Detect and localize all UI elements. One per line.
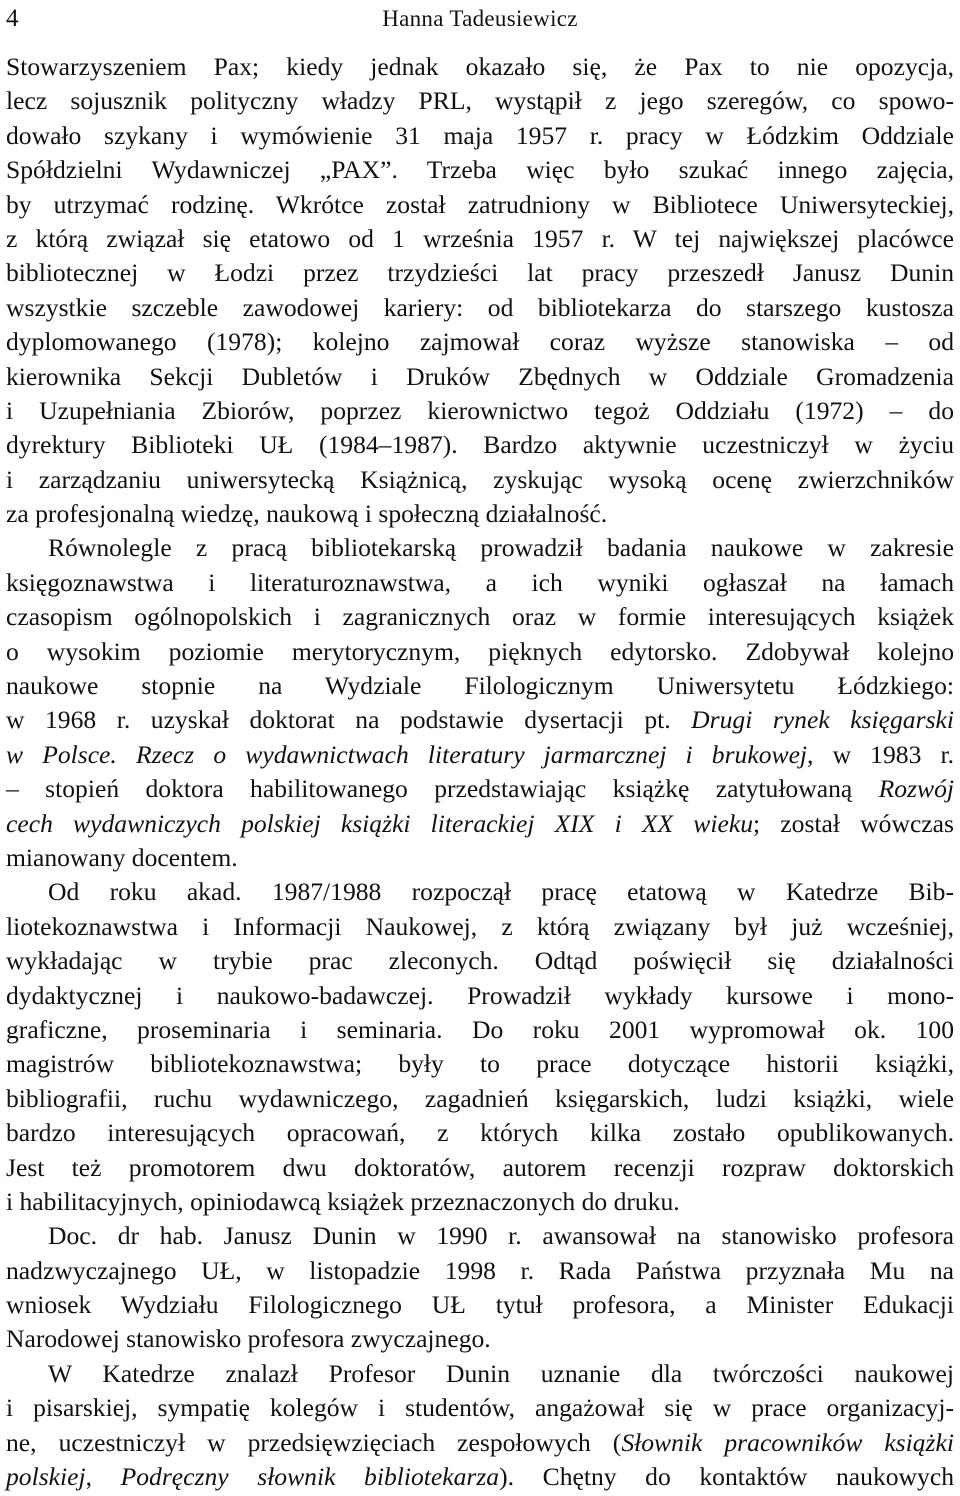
book-title: Słownik pracowników książki xyxy=(621,1427,954,1457)
text-line xyxy=(6,703,954,737)
text-line xyxy=(6,1460,954,1494)
text-line: bardzo interesujących opracowań, z których kilka zostało opublikowanych. xyxy=(6,1118,954,1148)
text-line xyxy=(6,738,954,772)
text-run: , w 1983 r. xyxy=(807,739,954,769)
text-line xyxy=(6,807,954,841)
book-title: Rozwój xyxy=(878,774,954,804)
book-title: Podręczny słownik bibliotekarza xyxy=(120,1462,500,1492)
text-line: z którą związał się etatowo od 1 września 1957 r. W tej największej placówce xyxy=(6,223,954,253)
text-line: W Katedrze znalazł Profesor Dunin uznanie dla twórczości naukowej xyxy=(48,1358,954,1388)
text-line: dyplomowanego (1978); kolejno zajmował coraz wyższe stanowiska – od xyxy=(6,327,954,357)
text-line: Doc. dr hab. Janusz Dunin w 1990 r. awansował na stanowisko profesora xyxy=(48,1221,954,1251)
text-run: w 1968 r. uzyskał doktorat na podstawie dysertacji pt. xyxy=(6,705,692,735)
text-line: bibliografii, ruchu wydawniczego, zagadnień księgarskich, ludzi książki, wiele xyxy=(6,1083,954,1113)
text-line: i zarządzaniu uniwersytecką Książnicą, zyskując wysoką ocenę zwierzchników xyxy=(6,464,954,494)
text-line: Od roku akad. 1987/1988 rozpoczął pracę etatową w Katedrze Bib- xyxy=(48,877,954,907)
text-line: lecz sojusznik polityczny władzy PRL, wystąpił z jego szeregów, co spowo- xyxy=(6,86,954,116)
text-run: , xyxy=(85,1462,121,1492)
book-title: w Polsce. Rzecz o wydawnictwach literatury jarmarcznej i brukowej xyxy=(6,739,808,769)
page-header xyxy=(6,2,954,36)
text-line: i habilitacyjnych, opiniodawcą książek przeznaczonych do druku. xyxy=(6,1186,680,1216)
text-line: liotekoznawstwa i Informacji Naukowej, z którą związany był już wcześniej, xyxy=(6,911,954,941)
book-title: polskiej xyxy=(6,1462,86,1492)
text-line: wniosek Wydziału Filologicznego UŁ tytuł profesora, a Minister Edukacji xyxy=(6,1290,954,1320)
text-line: wykładając w trybie prac zleconych. Odtąd poświęcił się działalności xyxy=(6,946,954,976)
body-text xyxy=(6,50,954,1494)
text-line: księgoznawstwa i literaturoznawstwa, a ich wyniki ogłaszał na łamach xyxy=(6,567,954,597)
text-line xyxy=(6,772,954,806)
text-line: za profesjonalną wiedzę, naukową i społeczną działalność. xyxy=(6,499,608,529)
text-run: ). Chętny do kontaktów naukowych xyxy=(499,1462,954,1492)
text-line: mianowany docentem. xyxy=(6,842,238,872)
text-run: ; został wówczas xyxy=(753,808,954,838)
text-line: dowało szykany i wymówienie 31 maja 1957 r. pracy w Łódzkim Oddziale xyxy=(6,120,954,150)
text-line: dyrektury Biblioteki UŁ (1984–1987). Bardzo aktywnie uczestniczył w życiu xyxy=(6,430,954,460)
text-run: ne, uczestniczył w przedsięwzięciach zespołowych ( xyxy=(6,1427,622,1457)
text-line: Spółdzielni Wydawniczej „PAX”. Trzeba więc było szukać innego zajęcia, xyxy=(6,155,954,185)
text-line: graficzne, proseminaria i seminaria. Do roku 2001 wypromował ok. 100 xyxy=(6,1014,954,1044)
text-line: i Uzupełniania Zbiorów, poprzez kierownictwo tegoż Oddziału (1972) – do xyxy=(6,395,954,425)
text-line: o wysokim poziomie merytorycznym, pięknych edytorsko. Zdobywał kolejno xyxy=(6,636,954,666)
text-line xyxy=(6,1426,954,1460)
text-line: bibliotecznej w Łodzi przez trzydzieści lat pracy przeszedł Janusz Dunin xyxy=(6,258,954,288)
text-line: naukowe stopnie na Wydziale Filologicznym Uniwersytetu Łódzkiego: xyxy=(6,671,954,701)
text-line: nadzwyczajnego UŁ, w listopadzie 1998 r. Rada Państwa przyznała Mu na xyxy=(6,1255,954,1285)
running-head-author: Hanna Tadeusiewicz xyxy=(382,6,578,31)
text-line: i pisarskiej, sympatię kolegów i studentów, angażował się w prace organizacyj- xyxy=(6,1393,954,1423)
text-line: by utrzymać rodzinę. Wkrótce został zatrudniony w Bibliotece Uniwersyteckiej, xyxy=(6,189,954,219)
book-title: cech wydawniczych polskiej książki literackiej XIX i XX wieku xyxy=(6,808,754,838)
text-line: kierownika Sekcji Dubletów i Druków Zbędnych w Oddziale Gromadzenia xyxy=(6,361,954,391)
text-line: Narodowej stanowisko profesora zwyczajnego. xyxy=(6,1324,491,1354)
text-line: Jest też promotorem dwu doktoratów, autorem recenzji rozpraw doktorskich xyxy=(6,1152,954,1182)
text-run: – stopień doktora habilitowanego przedstawiając książkę zatytułowaną xyxy=(6,774,879,804)
book-title: Drugi rynek księgarski xyxy=(691,705,954,735)
page-number: 4 xyxy=(6,5,19,32)
text-line: dydaktycznej i naukowo-badawczej. Prowadził wykłady kursowe i mono- xyxy=(6,980,954,1010)
text-line: wszystkie szczeble zawodowej kariery: od bibliotekarza do starszego kustosza xyxy=(6,292,954,322)
text-line: Równolegle z pracą bibliotekarską prowadził badania naukowe w zakresie xyxy=(48,533,954,563)
text-line: czasopism ogólnopolskich i zagranicznych oraz w formie interesujących książek xyxy=(6,602,954,632)
text-line: Stowarzyszeniem Pax; kiedy jednak okazało się, że Pax to nie opozycja, xyxy=(6,52,954,81)
text-line: magistrów bibliotekoznawstwa; były to prace dotyczące historii książki, xyxy=(6,1049,954,1079)
